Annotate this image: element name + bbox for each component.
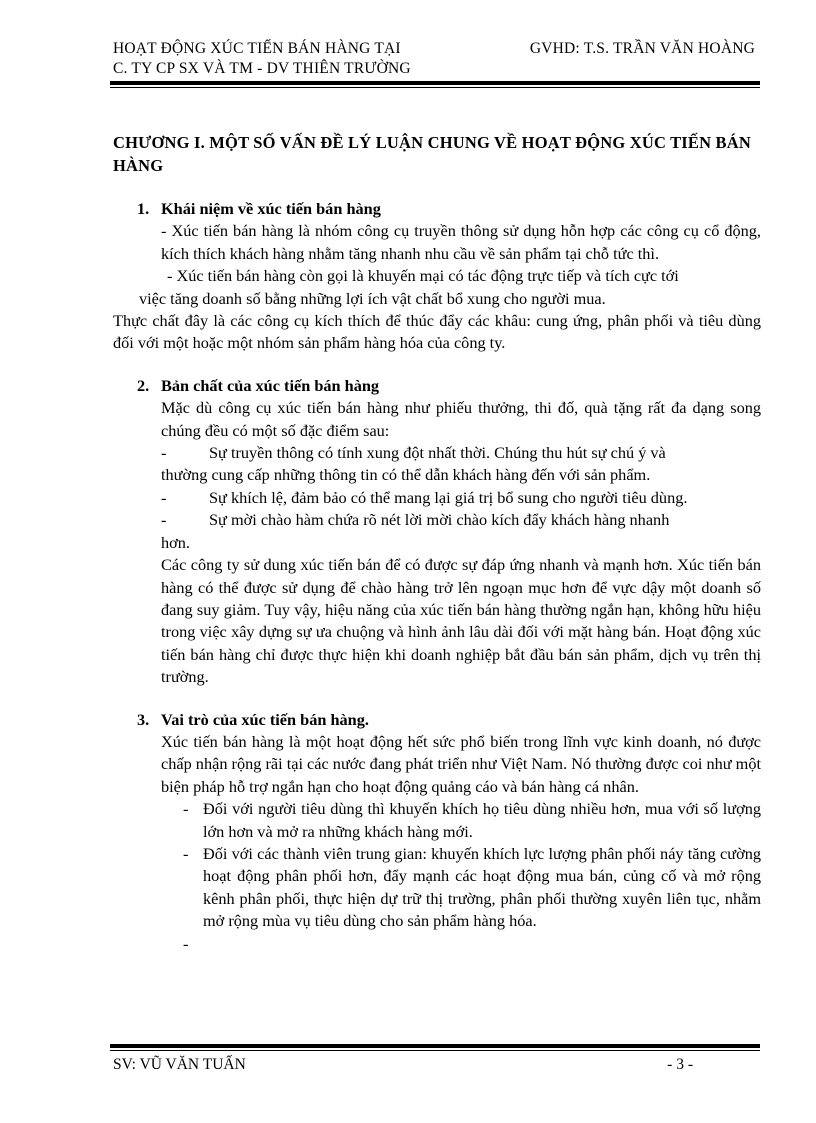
header-rule-thin — [110, 87, 760, 88]
chapter-title: CHƯƠNG I. MỘT SỐ VẤN ĐỀ LÝ LUẬN CHUNG VỀ HOẠT ĐỘNG XÚC TIẾN BÁN HÀNG — [113, 133, 751, 175]
section2-title: Bản chất của xúc tiến bán hàng — [161, 375, 380, 395]
list-bullet: - — [161, 443, 167, 463]
header-title-line2: C. TY CP SX VÀ TM - DV THIÊN TRƯỜNG — [113, 60, 411, 77]
list-item — [161, 487, 761, 509]
section1-paragraph3: Thực chất đây là các công cụ kích thích để thúc đẩy các khâu: cung ứng, phân phối và tiêu dùng đối với một hoặc một nhóm sản phẩm hàng hóa của công ty. — [113, 311, 761, 353]
section1-paragraph2-rest: việc tăng doanh số bằng những lợi ích vật chất bổ xung cho người mua. — [139, 288, 606, 308]
list-bullet: - — [183, 799, 189, 819]
list-bullet: - — [183, 843, 189, 863]
section3-item1: Đối với người tiêu dùng thì khuyến khích họ tiêu dùng nhiều hơn, mua với số lượng lớn hơn và mở ra những khách hàng mới. — [203, 799, 761, 841]
section2-item3: Sự mời chào hàm chứa rõ nét lời mời chào kích đẩy khách hàng nhanh — [209, 510, 670, 530]
header-rule-thick — [110, 81, 760, 85]
section2-closing-paragraph: Các công ty sử dung xúc tiến bán để có được sự đáp ứng nhanh và mạnh hơn. Xúc tiến bán hàng có thể được sử dụng để chào hàng trở lên ngoạn mục hơn để vực dậy một doanh số đang suy giảm. Tuy vậy, hiệu năng của xúc tiến bán hàng thường ngắn hạn, không hữu hiệu trong việc xây dựng sự ưa chuộng và hình ảnh lâu dài đối với mặt hàng bán. Hoạt động xúc tiến bán hàng chỉ được thực hiện khi doanh nghiệp bắt đầu bán sản phẩm, dịch vụ trên thị trường. — [161, 555, 761, 687]
section3-title: Vai trò của xúc tiến bán hàng. — [161, 709, 369, 729]
section2-intro: Mặc dù công cụ xúc tiến bán hàng như phiếu thưởng, thi đố, quà tặng rất đa dạng song chúng đều có một số đặc điểm sau: — [161, 398, 761, 440]
list-item — [183, 843, 761, 933]
section2-item1-continuation: thường cung cấp những thông tin có thể dẫn khách hàng đến với sản phẩm. — [161, 465, 651, 485]
section3-intro: Xúc tiến bán hàng là một hoạt động hết sức phổ biến trong lĩnh vực kinh doanh, nó được chấp nhận rộng rãi tại các nước đang phát triển như Việt Nam. Nó thường được coi như một biện pháp hỗ trợ ngắn hạn cho hoạt động quảng cáo và bán hàng cá nhân. — [161, 731, 761, 796]
section1-title: Khái niệm về xúc tiến bán hàng — [161, 199, 381, 218]
list-bullet: - — [183, 933, 189, 953]
header-supervisor: GVHD: T.S. TRẦN VĂN HOÀNG — [529, 40, 755, 57]
footer-rule-thick — [110, 1044, 760, 1048]
section2-item1: Sự truyền thông có tính xung đột nhất thời. Chúng thu hút sự chú ý và — [209, 443, 666, 463]
list-item — [183, 798, 761, 843]
section2-item3-continuation: hơn. — [161, 532, 190, 552]
section3-item3 — [203, 933, 761, 955]
footer-rule-thin — [110, 1050, 760, 1051]
page-header — [113, 39, 759, 79]
section2-item2: Sự khích lệ, đảm bảo có thể mang lại giá trị bổ sung cho người tiêu dùng. — [209, 487, 688, 507]
section3-number: 3. — [137, 709, 150, 729]
page-footer — [113, 1055, 693, 1075]
list-item — [161, 442, 761, 464]
section2-heading — [137, 375, 761, 397]
header-title-line1: HOẠT ĐỘNG XÚC TIẾN BÁN HÀNG TẠI — [113, 40, 401, 57]
list-item — [161, 509, 761, 531]
section1-heading — [137, 198, 761, 220]
section1-number: 1. — [137, 199, 150, 218]
section2-number: 2. — [137, 375, 150, 395]
section1-paragraph1: - Xúc tiến bán hàng là nhóm công cụ truyền thông sử dụng hỗn hợp các công cụ cổ động, kích thích khách hàng nhằm tăng nhanh nhu cầu về sản phẩm tại chỗ tức thì. — [161, 221, 761, 263]
section3-heading — [137, 709, 761, 731]
section1-paragraph2-first-line: - Xúc tiến bán hàng còn gọi là khuyến mại có tác động trực tiếp và tích cực tới — [167, 266, 679, 286]
list-bullet: - — [161, 510, 167, 530]
list-bullet: - — [161, 487, 167, 507]
list-item — [183, 933, 761, 955]
section3-item2: Đối với các thành viên trung gian: khuyến khích lực lượng phân phối náy tăng cường hoạt động phân phối hơn, đẩy mạnh các hoạt động mua bán, củng cố và mở rộng kênh phân phối, thực hiện dự trữ thị trường, phân phối thường xuyên liên tục, nhằm mở rộng mùa vụ tiêu dùng cho sản phẩm hàng hóa. — [203, 843, 761, 931]
footer-student: SV: VŨ VĂN TUẤN — [113, 1056, 246, 1073]
page-number: - 3 - — [667, 1056, 693, 1073]
body-content — [113, 198, 761, 955]
